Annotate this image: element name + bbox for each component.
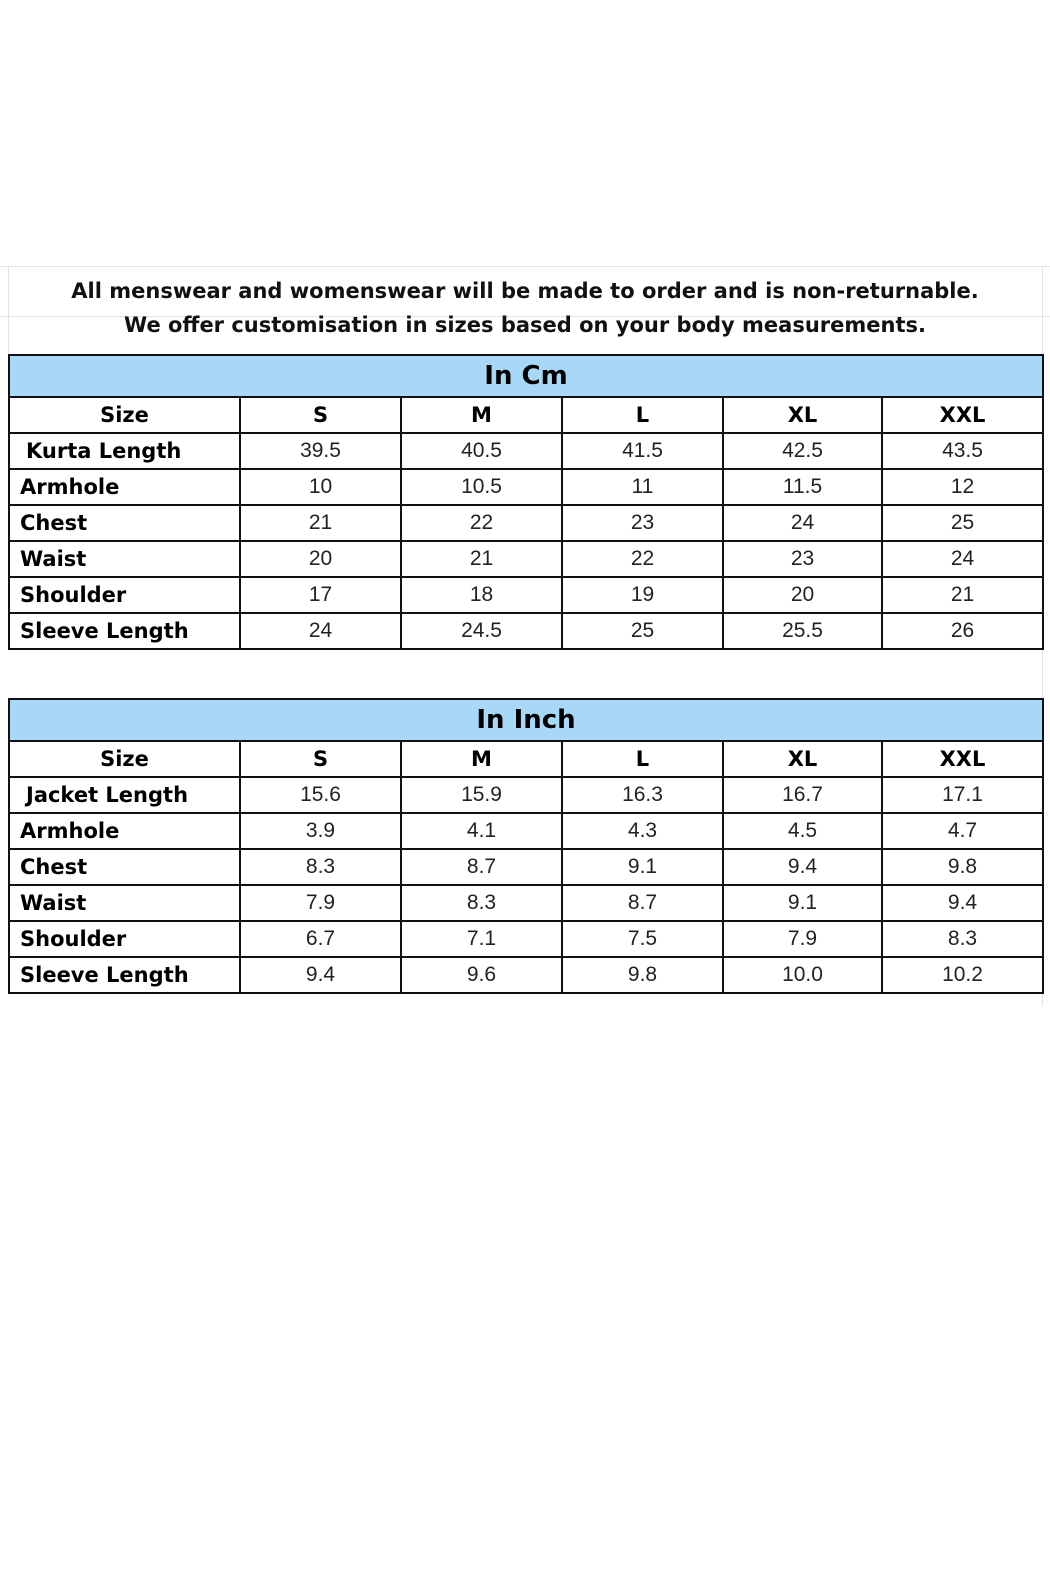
table-cell: 9.4 [882,885,1043,921]
table-cell: 17 [240,577,401,613]
row-label: Jacket Length [9,777,240,813]
row-label: Waist [9,541,240,577]
row-label: Armhole [9,813,240,849]
table-cell: 24 [882,541,1043,577]
row-label: Sleeve Length [9,613,240,649]
table-cell: 16.7 [723,777,882,813]
table-row [9,885,1043,921]
table-row [9,505,1043,541]
table-row [9,613,1043,649]
table-row [9,469,1043,505]
table-cell: 20 [723,577,882,613]
table-cell: 15.6 [240,777,401,813]
size-table-inch [8,698,1044,994]
table-cell: 42.5 [723,433,882,469]
row-label: Chest [9,849,240,885]
row-label: Chest [9,505,240,541]
table-cell: 11.5 [723,469,882,505]
table-caption: In Inch [9,699,1043,741]
table-cell: 43.5 [882,433,1043,469]
table-cell: 12 [882,469,1043,505]
row-label: Kurta Length [9,433,240,469]
column-header: S [240,741,401,777]
table-cell: 9.4 [723,849,882,885]
row-label: Waist [9,885,240,921]
table-cell: 20 [240,541,401,577]
row-label: Shoulder [9,921,240,957]
table-cell: 7.5 [562,921,723,957]
table-cell: 9.1 [562,849,723,885]
table-row [9,813,1043,849]
table-header-row [9,741,1043,777]
row-label: Armhole [9,469,240,505]
column-header: M [401,741,562,777]
table-cell: 9.1 [723,885,882,921]
table-cell: 19 [562,577,723,613]
table-cell: 9.8 [562,957,723,993]
table-cell: 24 [240,613,401,649]
table-cell: 26 [882,613,1043,649]
table-cell: 10.0 [723,957,882,993]
table-cell: 4.5 [723,813,882,849]
table-caption: In Cm [9,355,1043,397]
table-cell: 10.5 [401,469,562,505]
table-cell: 25 [562,613,723,649]
table-row [9,433,1043,469]
table-cell: 40.5 [401,433,562,469]
table-cell: 22 [562,541,723,577]
table-cell: 3.9 [240,813,401,849]
table-cell: 24.5 [401,613,562,649]
table-row [9,777,1043,813]
size-table-cm [8,354,1044,650]
table-row [9,921,1043,957]
notice-line-1: All menswear and womenswear will be made to order and is non-returnable. [71,279,979,303]
row-label: Sleeve Length [9,957,240,993]
table-cell: 25.5 [723,613,882,649]
column-header: XL [723,397,882,433]
table-cell: 21 [240,505,401,541]
size-chart-sheet [0,266,1050,1018]
column-header: L [562,741,723,777]
table-cell: 8.7 [401,849,562,885]
row-label: Shoulder [9,577,240,613]
table-cell: 6.7 [240,921,401,957]
table-cell: 11 [562,469,723,505]
table-cell: 8.7 [562,885,723,921]
table-cell: 8.3 [882,921,1043,957]
column-header: L [562,397,723,433]
table-cell: 9.6 [401,957,562,993]
table-cell: 18 [401,577,562,613]
table-row [9,849,1043,885]
table-cell: 25 [882,505,1043,541]
column-header: XL [723,741,882,777]
table-cell: 23 [723,541,882,577]
table-row [9,957,1043,993]
table-cell: 7.9 [240,885,401,921]
column-header: XXL [882,397,1043,433]
table-cell: 8.3 [240,849,401,885]
table-cell: 10.2 [882,957,1043,993]
table-cell: 8.3 [401,885,562,921]
table-cell: 24 [723,505,882,541]
table-cell: 41.5 [562,433,723,469]
table-cell: 7.1 [401,921,562,957]
table-cell: 4.1 [401,813,562,849]
table-cell: 9.4 [240,957,401,993]
table-row [9,577,1043,613]
notice-line-2: We offer customisation in sizes based on your body measurements. [124,313,926,337]
table-header-row [9,397,1043,433]
column-header: XXL [882,741,1043,777]
table-cell: 22 [401,505,562,541]
table-cell: 9.8 [882,849,1043,885]
table-cell: 7.9 [723,921,882,957]
grid-line [0,266,1050,267]
table-cell: 23 [562,505,723,541]
table-cell: 4.7 [882,813,1043,849]
order-notice [8,274,1042,342]
table-row [9,541,1043,577]
table-cell: 10 [240,469,401,505]
table-cell: 16.3 [562,777,723,813]
table-cell: 17.1 [882,777,1043,813]
table-cell: 21 [401,541,562,577]
column-header: Size [9,741,240,777]
table-cell: 39.5 [240,433,401,469]
table-cell: 4.3 [562,813,723,849]
column-header: S [240,397,401,433]
table-cell: 15.9 [401,777,562,813]
column-header: M [401,397,562,433]
table-cell: 21 [882,577,1043,613]
column-header: Size [9,397,240,433]
